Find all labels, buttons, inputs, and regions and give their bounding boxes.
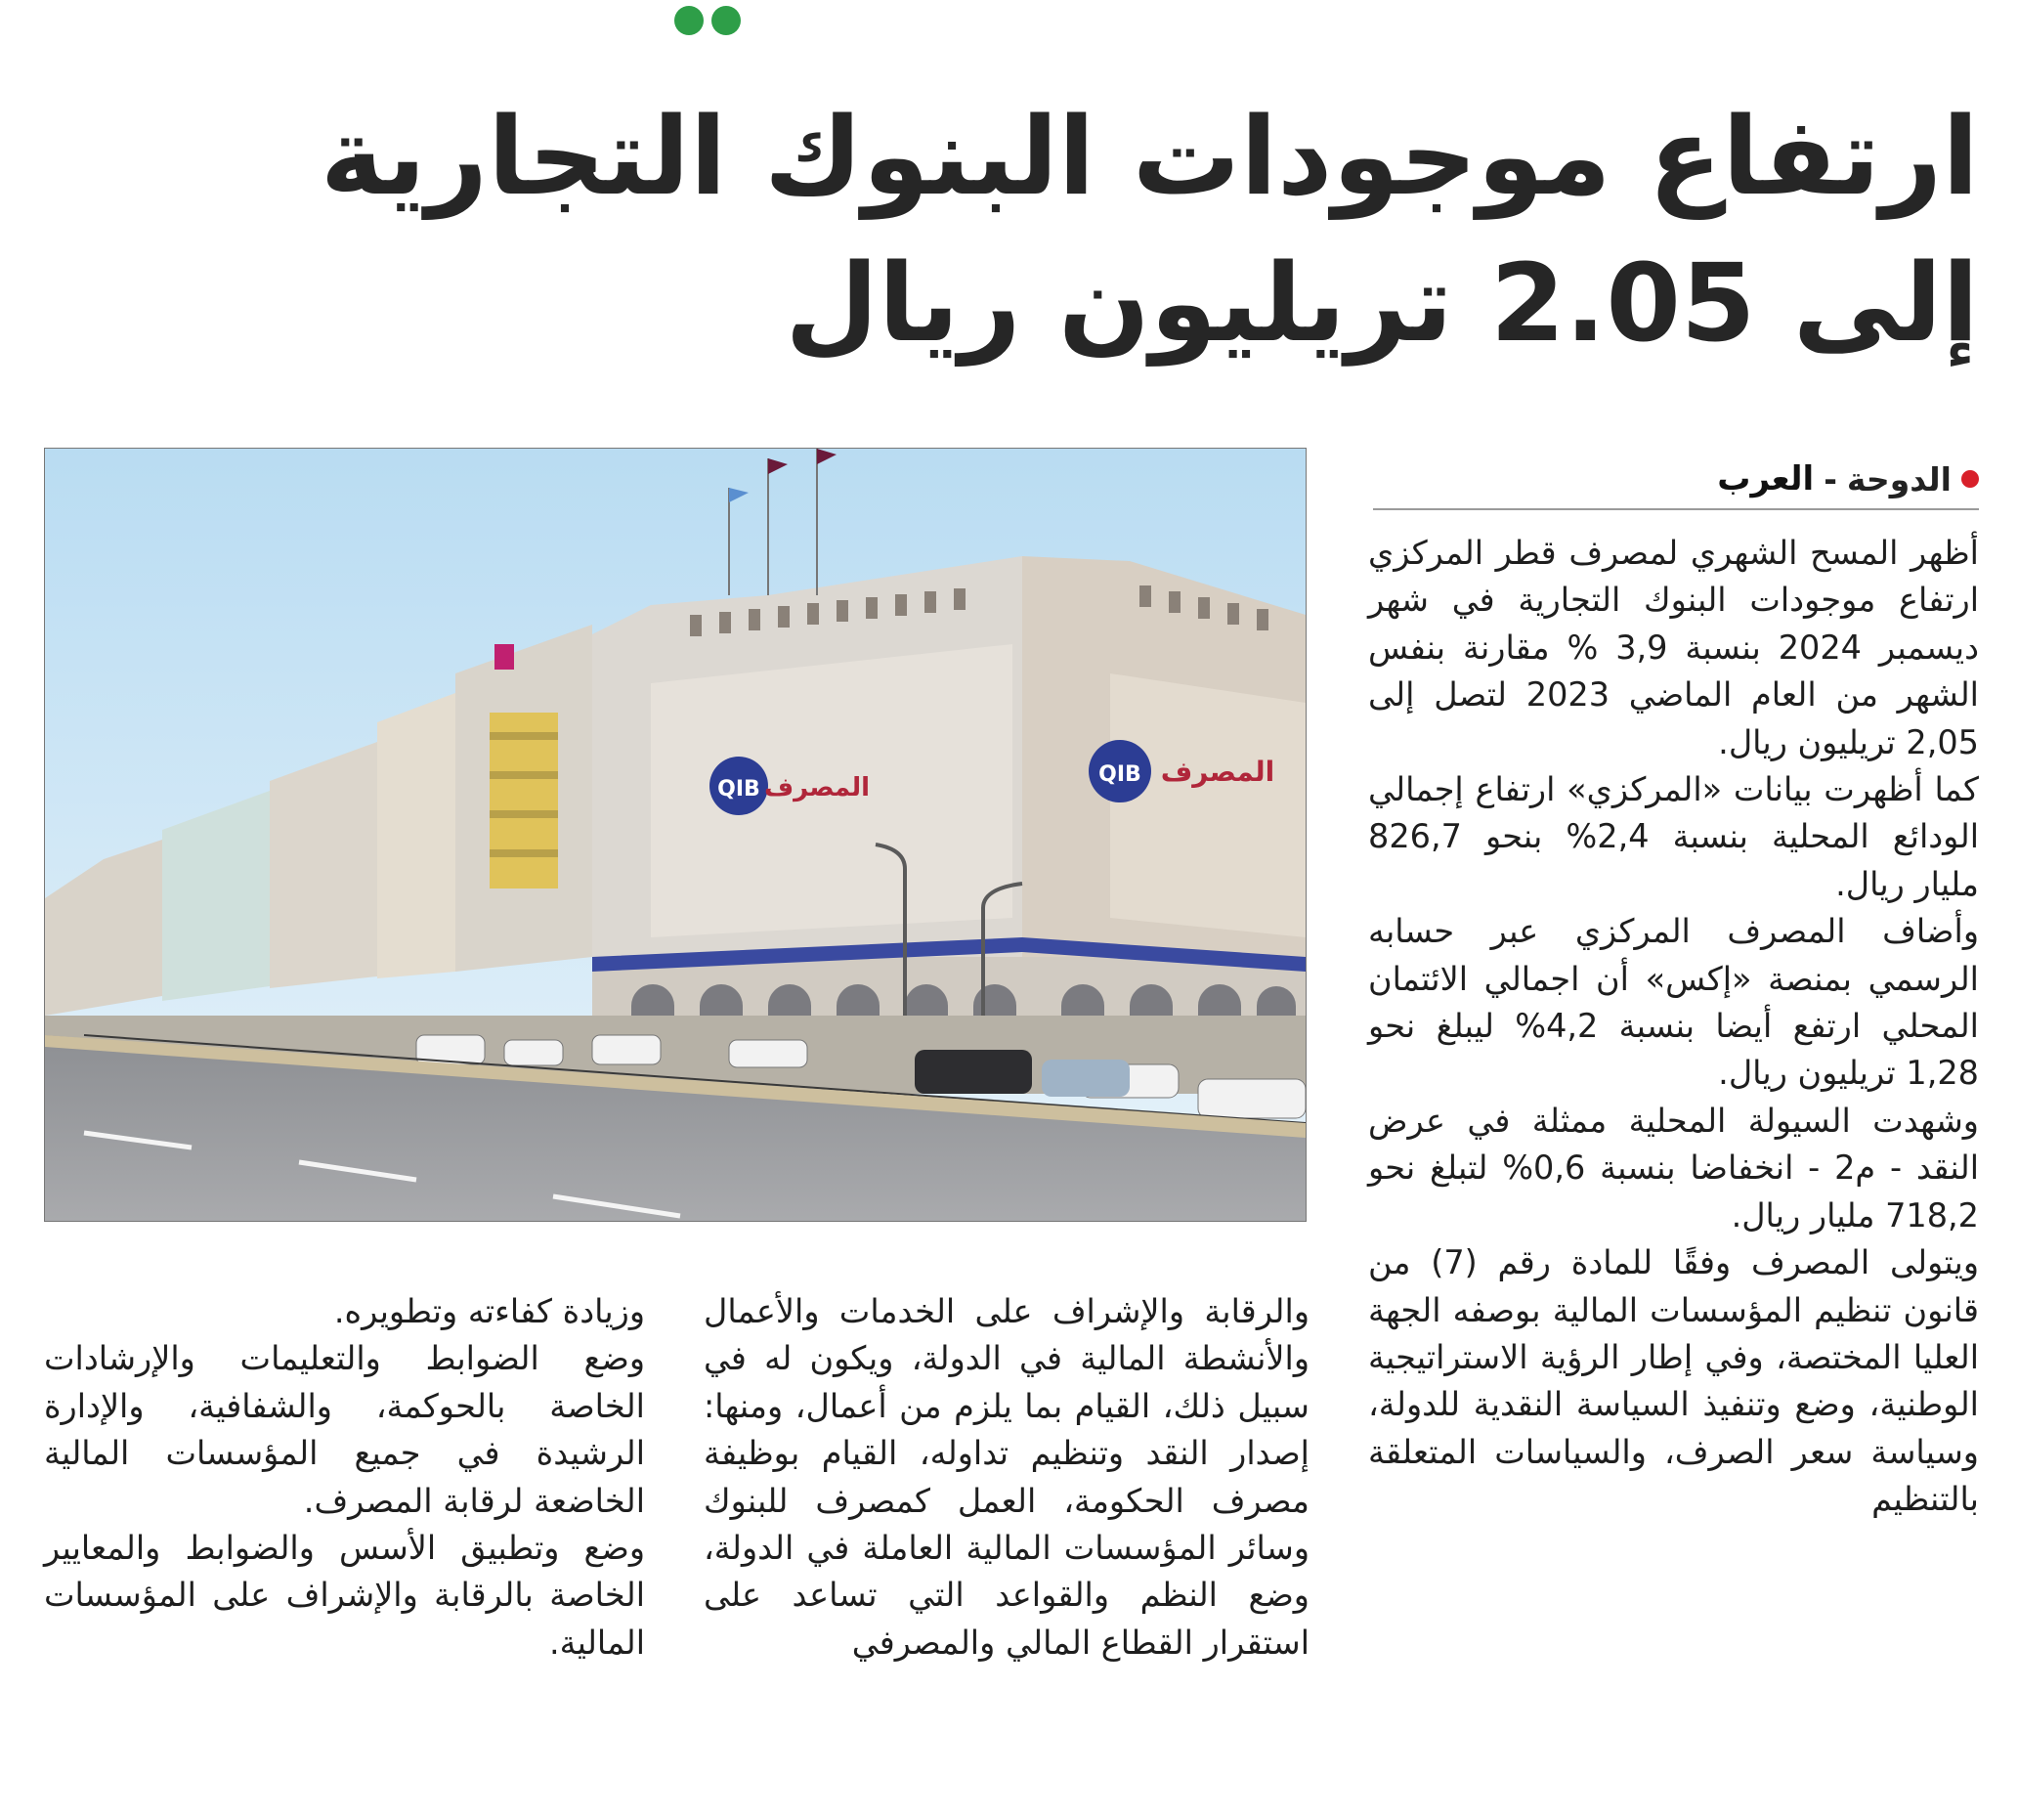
- paragraph: ويتولى المصرف وفقًا للمادة رقم (7) من قانون تنظيم المؤسسات المالية بوصفه الجهة العليا المختصة، وفي إطار الرؤية الاستراتيجية الوطنية، وضع وتنفيذ السياسة النقدية للدولة، وسياسة سعر الصرف، والسياسات المتعلقة بالتنظيم: [1368, 1243, 1979, 1519]
- paragraph: والرقابة والإشراف على الخدمات والأعمال والأنشطة المالية في الدولة، ويكون له في سبيل ذلك، القيام بما يلزم من أعمال، ومنها: إصدار النقد وتنظيم تداوله، القيام بوظيفة مصرف الحكومة، العمل كمصرف للبنوك وسائر المؤسسات المالية العاملة في الدولة، وضع النظم والقواعد التي تساعد على استقرار القطاع المالي والمصرفي: [704, 1292, 1310, 1662]
- article-column-2: [704, 1288, 1310, 1667]
- green-dot-icon: [674, 6, 704, 35]
- article-column-3: [44, 1288, 645, 1667]
- dateline-city: الدوحة: [1846, 459, 1952, 498]
- green-dot-icon: [711, 6, 741, 35]
- bank-building-photo: [45, 449, 1306, 1221]
- paragraph: أظهر المسح الشهري لمصرف قطر المركزي ارتفاع موجودات البنوك التجارية في شهر ديسمبر 2024 بنسبة 3,9 % مقارنة بنفس الشهر من العام الماضي 2023 لتصل إلى 2,05 تريليون ريال.: [1368, 534, 1979, 761]
- paragraph: كما أظهرت بيانات «المركزي» ارتفاع إجمالي الودائع المحلية بنسبة 2,4% بنحو 826,7 مليار ريال.: [1368, 770, 1979, 903]
- red-dot-icon: [1961, 470, 1979, 488]
- dateline-separator: -: [1824, 459, 1837, 498]
- paragraph: وضع وتطبيق الأسس والضوابط والمعايير الخاصة بالرقابة والإشراف على المؤسسات المالية.: [44, 1529, 645, 1662]
- qib-sign-left: QIB: [717, 777, 760, 802]
- bank-sign-right: المصرف: [1160, 756, 1275, 788]
- headline-line-1: ارتفاع موجودات البنوك التجارية: [320, 94, 1979, 219]
- paragraph: وضع الضوابط والتعليمات والإرشادات الخاصة بالحوكمة، والشفافية، والإدارة الرشيدة في جميع المؤسسات المالية الخاضعة لرقابة المصرف.: [44, 1339, 645, 1520]
- headline-line-2: إلى 2.05 تريليون ريال: [785, 240, 1979, 366]
- article-column-1: [1368, 530, 1979, 1820]
- bank-sign-left: المصرف: [763, 773, 871, 802]
- newspaper-logo: العرب: [1717, 459, 1815, 498]
- article-dateline: [1373, 450, 1979, 510]
- qib-sign-right: QIB: [1098, 762, 1141, 787]
- paragraph: وأضاف المصرف المركزي عبر حسابه الرسمي بمنصة «إكس» أن اجمالي الائتمان المحلي ارتفع أيضا بنسبة 4,2% ليبلغ نحو 1,28 تريليون ريال.: [1368, 912, 1979, 1093]
- article-headline: [318, 83, 1979, 376]
- article-photo: [44, 448, 1307, 1222]
- paragraph: وشهدت السيولة المحلية ممثلة في عرض النقد - م2 - انخفاضا بنسبة 0,6% لتبلغ نحو 718,2 مليار ريال.: [1368, 1101, 1979, 1235]
- paragraph: وزيادة كفاءته وتطويره.: [333, 1292, 645, 1330]
- section-marker-dots: [674, 6, 741, 35]
